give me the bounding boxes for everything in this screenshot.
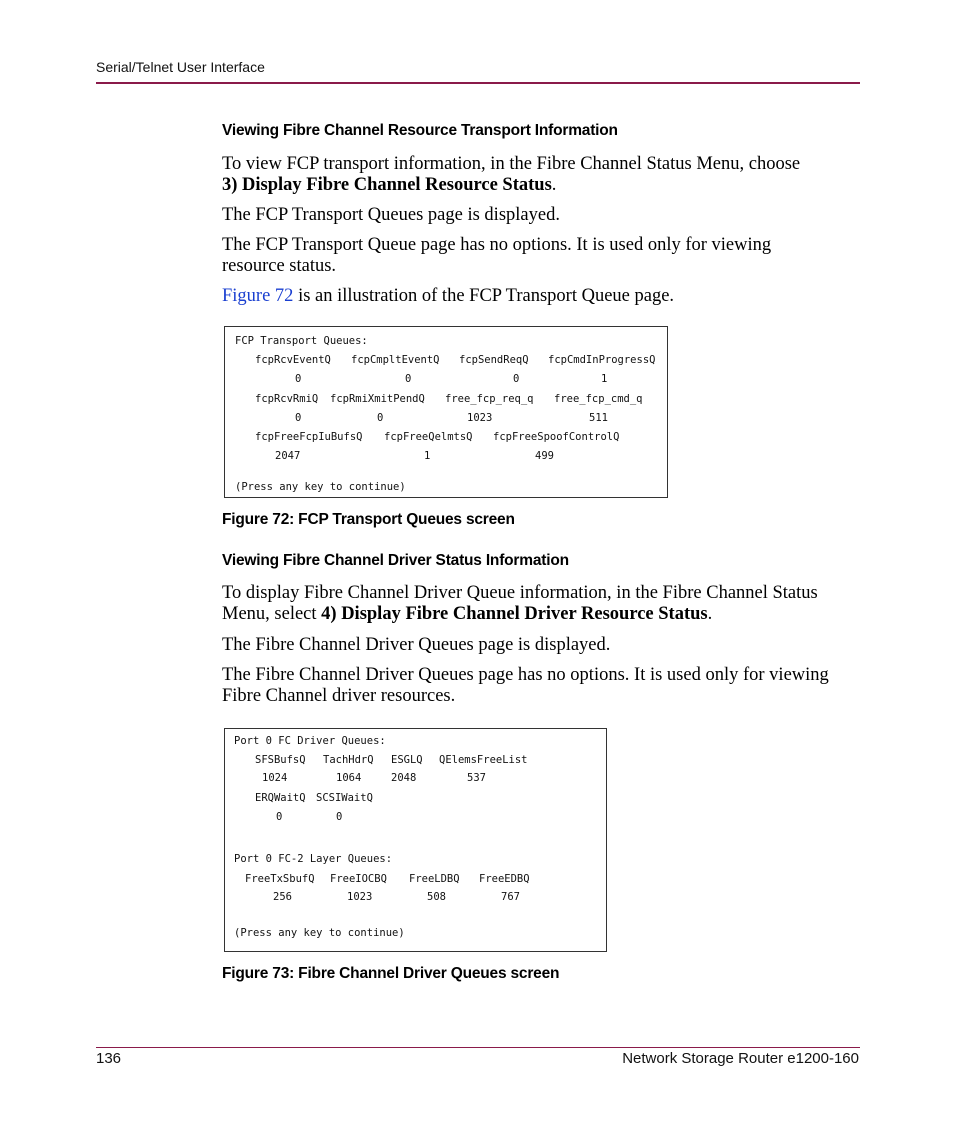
queue-value: 256 [273, 891, 292, 903]
queue-value: 0 [295, 373, 302, 385]
queue-label: SFSBufsQ [255, 754, 306, 766]
text: . [707, 604, 713, 624]
queue-label: free_fcp_cmd_q [554, 393, 643, 405]
text: The FCP Transport Queue page has no options. It is used only for viewing [222, 235, 772, 255]
fc-driver-queues-screen [224, 728, 607, 952]
queue-label: SCSIWaitQ [316, 792, 373, 804]
queue-label: fcpFreeQelmtsQ [384, 431, 473, 443]
header-rule [96, 82, 860, 84]
document-title: Network Storage Router e1200-160 [622, 1050, 859, 1067]
screen-title: Port 0 FC Driver Queues: [234, 735, 386, 747]
queue-label: FreeLDBQ [409, 873, 460, 885]
section-heading-transport: Viewing Fibre Channel Resource Transport Information [222, 122, 618, 139]
paragraph-driver-intro [222, 583, 862, 625]
queue-label: fcpCmdInProgressQ [548, 354, 656, 366]
queue-label: fcpSendReqQ [459, 354, 529, 366]
queue-value: 508 [427, 891, 446, 903]
text: . [551, 175, 557, 195]
text: The Fibre Channel Driver Queues page has no options. It is used only for viewing [222, 665, 829, 685]
queue-value: 0 [513, 373, 520, 385]
queue-label: FreeTxSbufQ [245, 873, 315, 885]
queue-value: 499 [535, 450, 554, 462]
queue-label: fcpFreeFcpIuBufsQ [255, 431, 363, 443]
queue-label: fcpRmiXmitPendQ [330, 393, 425, 405]
queue-label: fcpRcvRmiQ [255, 393, 319, 405]
queue-value: 1023 [347, 891, 373, 903]
paragraph-transport-options [222, 235, 862, 277]
footer-rule [96, 1047, 860, 1048]
queue-value: 1023 [467, 412, 493, 424]
text: To view FCP transport information, in the Fibre Channel Status Menu, choose [222, 154, 801, 174]
queue-label: ERQWaitQ [255, 792, 306, 804]
text: Fibre Channel driver resources. [222, 686, 456, 706]
queue-label: FreeEDBQ [479, 873, 530, 885]
queue-value: 511 [589, 412, 608, 424]
queue-value: 0 [377, 412, 384, 424]
menu-option-bold: 4) Display Fibre Channel Driver Resource Status [321, 604, 708, 624]
fcp-transport-queues-screen [224, 326, 668, 498]
paragraph-transport-intro [222, 154, 862, 196]
queue-label: fcpRcvEventQ [255, 354, 331, 366]
queue-label: FreeIOCBQ [330, 873, 387, 885]
screen-title: FCP Transport Queues: [235, 335, 368, 347]
paragraph-transport-displayed: The FCP Transport Queues page is displayed. [222, 205, 560, 225]
menu-option-bold: 3) Display Fibre Channel Resource Status [222, 175, 552, 195]
queue-label: QElemsFreeList [439, 754, 528, 766]
queue-label: TachHdrQ [323, 754, 374, 766]
queue-value: 1064 [336, 772, 362, 784]
text: is an illustration of the FCP Transport Queue page. [293, 286, 675, 306]
queue-value: 1 [424, 450, 431, 462]
queue-value: 1 [601, 373, 608, 385]
text: To display Fibre Channel Driver Queue information, in the Fibre Channel Status [222, 583, 818, 603]
paragraph-driver-displayed: The Fibre Channel Driver Queues page is displayed. [222, 635, 611, 655]
queue-value: 0 [276, 811, 283, 823]
queue-label: fcpFreeSpoofControlQ [493, 431, 620, 443]
queue-value: 0 [405, 373, 412, 385]
queue-value: 2048 [391, 772, 417, 784]
text: resource status. [222, 256, 337, 276]
paragraph-figure-ref [222, 286, 862, 307]
queue-value: 2047 [275, 450, 301, 462]
continue-prompt: (Press any key to continue) [235, 481, 406, 493]
screen-title: Port 0 FC-2 Layer Queues: [234, 853, 393, 865]
running-header: Serial/Telnet User Interface [96, 59, 265, 75]
figure-73-caption: Figure 73: Fibre Channel Driver Queues screen [222, 965, 560, 982]
queue-value: 1024 [262, 772, 288, 784]
queue-value: 537 [467, 772, 486, 784]
queue-label: ESGLQ [391, 754, 423, 766]
page-number: 136 [96, 1050, 122, 1067]
figure-72-caption: Figure 72: FCP Transport Queues screen [222, 511, 515, 528]
queue-value: 0 [336, 811, 343, 823]
section-heading-driver: Viewing Fibre Channel Driver Status Information [222, 552, 569, 569]
queue-value: 767 [501, 891, 520, 903]
continue-prompt: (Press any key to continue) [234, 927, 405, 939]
queue-label: free_fcp_req_q [445, 393, 534, 405]
text: Menu, select [222, 604, 322, 624]
queue-value: 0 [295, 412, 302, 424]
figure-72-link[interactable]: Figure 72 [222, 286, 294, 306]
paragraph-driver-options [222, 665, 862, 707]
queue-label: fcpCmpltEventQ [351, 354, 440, 366]
